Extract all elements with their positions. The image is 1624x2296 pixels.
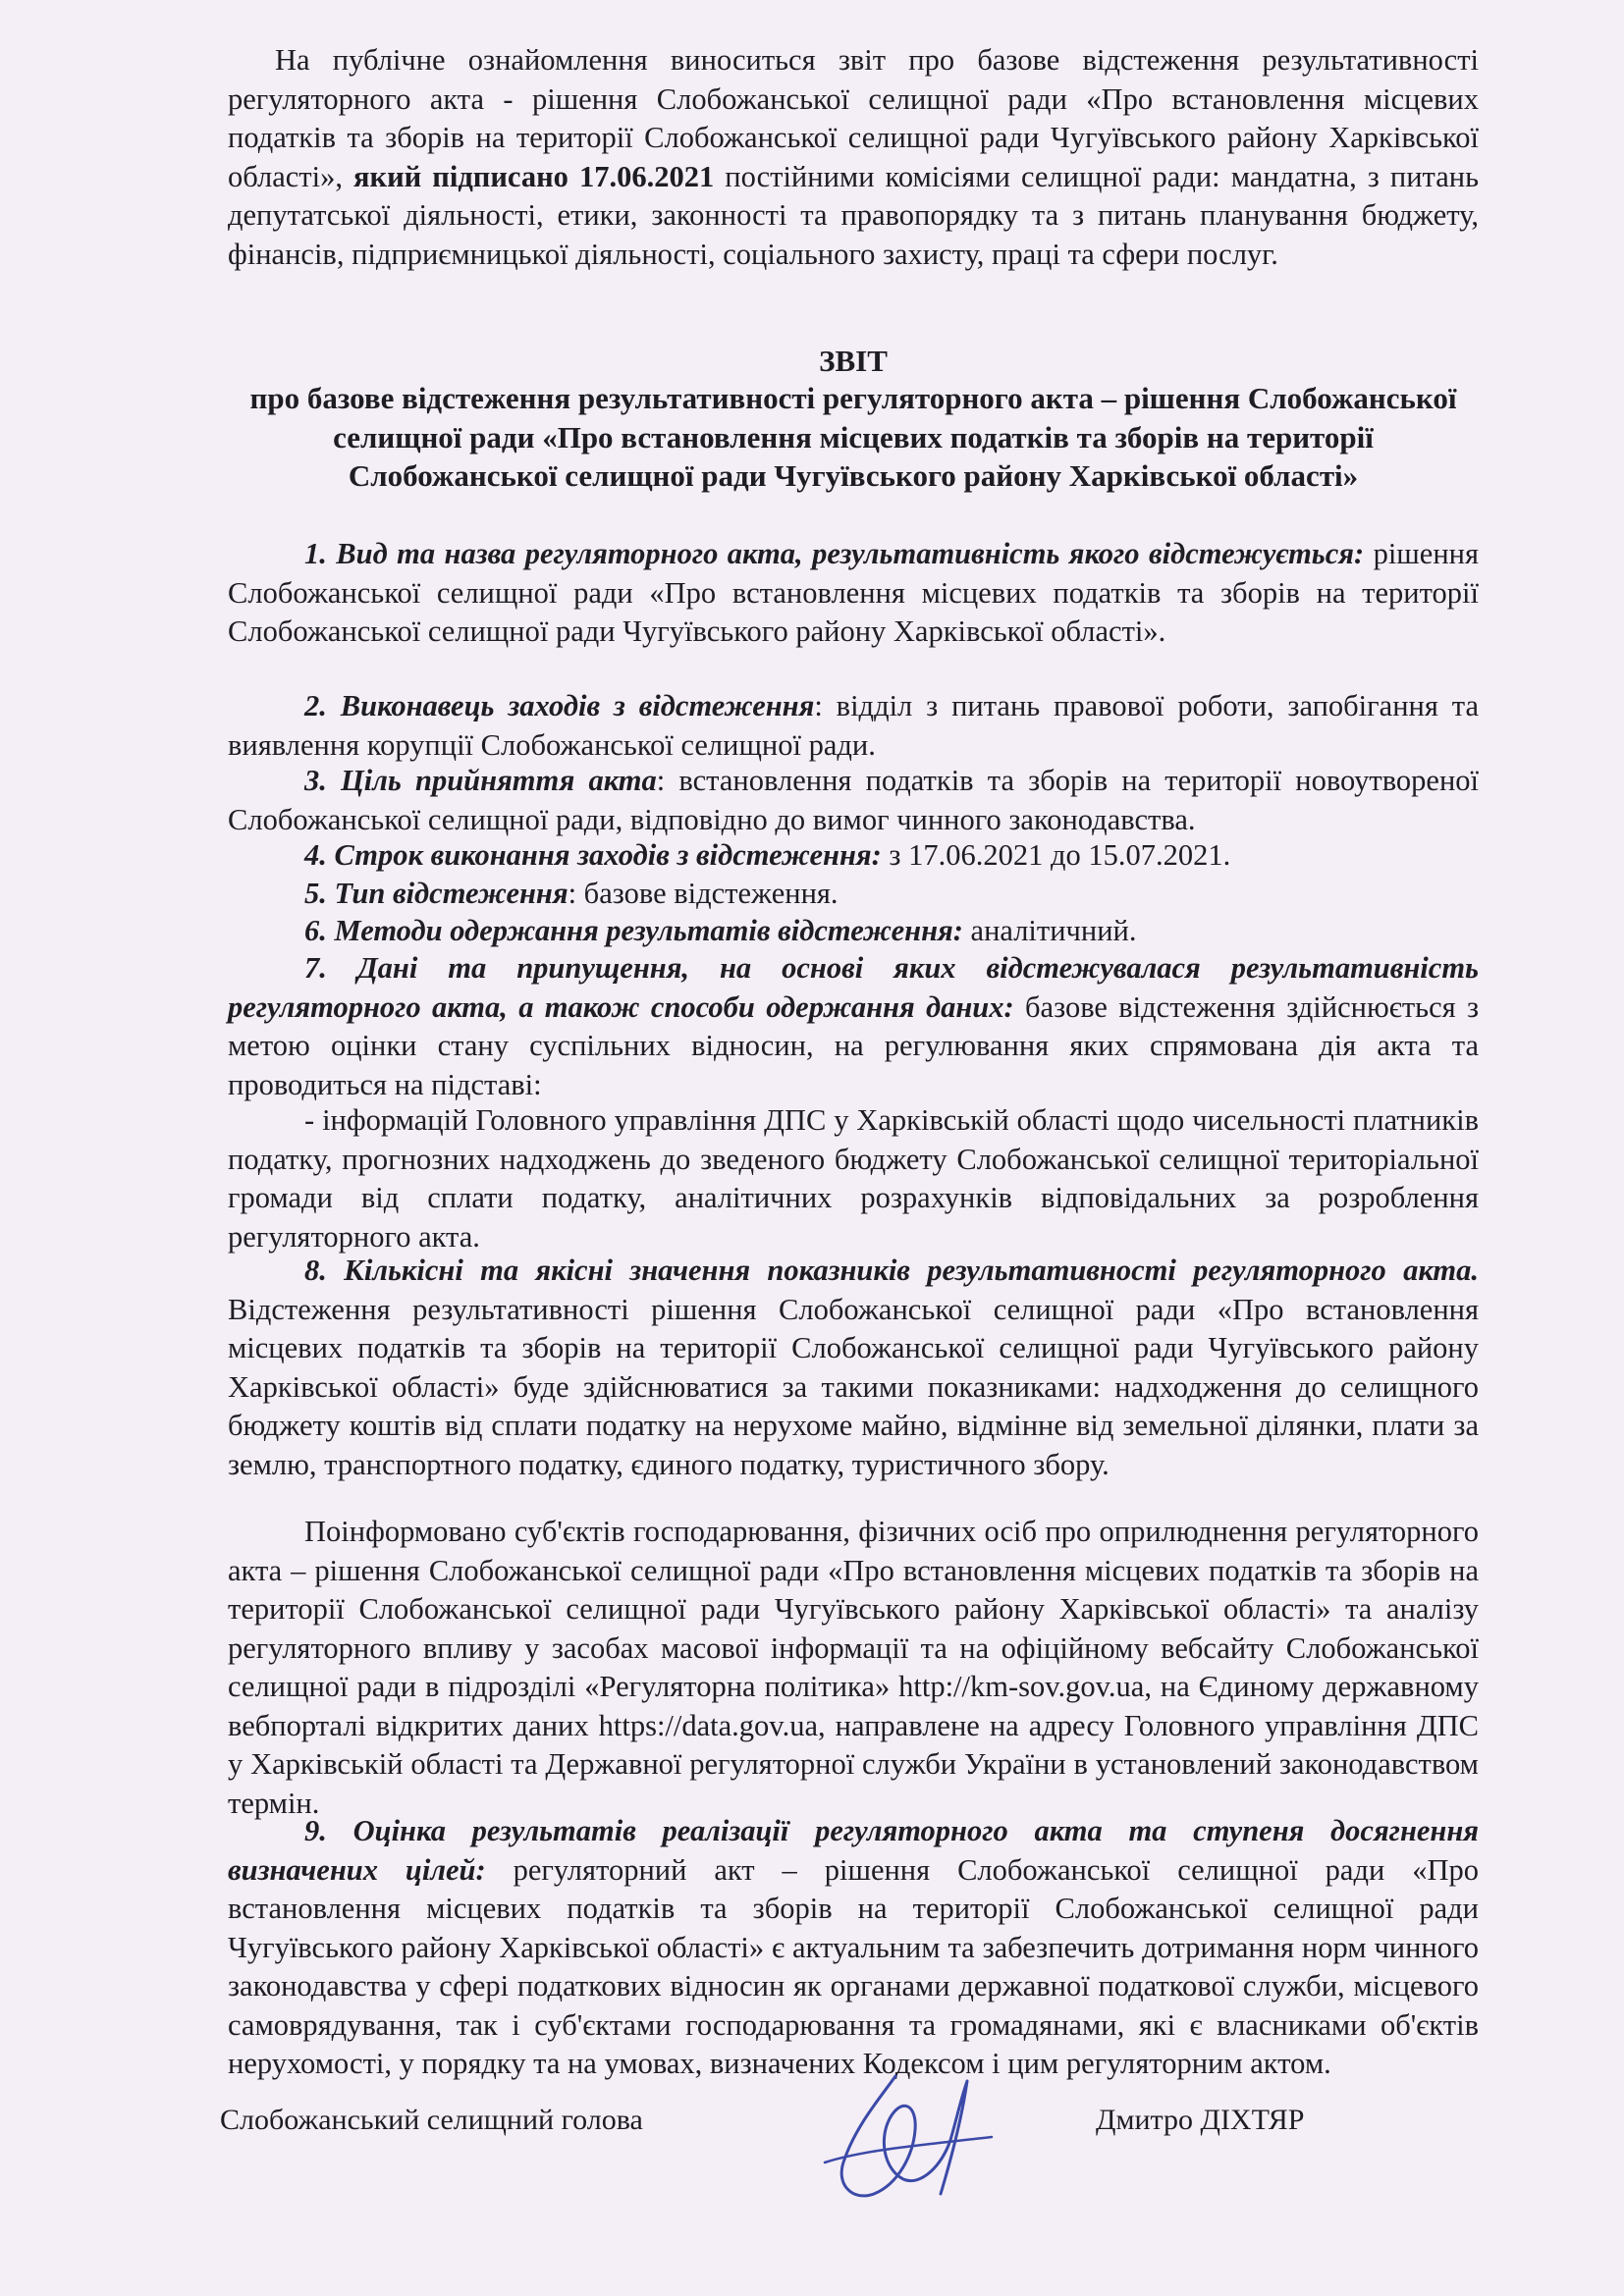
signatory-position: Слобожанський селищний голова [220,2104,643,2136]
item-1-label: 1. Вид та назва регуляторного акта, результативність якого відстежується: [304,537,1365,570]
item-3-text: : встановлення податків та зборів на території новоутвореної Слобожанської селищної ради, відповідно до вимог чинного законодавства. [228,764,1479,836]
item-5 [228,875,1479,914]
item-4-label: 4. Строк виконання заходів з відстеження: [304,838,882,872]
item-6-label: 6. Методи одержання результатів відстеження: [304,914,963,947]
item-8 [228,1252,1479,1484]
item-8-text: Відстеження результативності рішення Слобожанської селищної ради «Про встановлення місцевих податків та зборів на території Слобожанської селищної ради Чугуївського району Харківської області» буде здійснюватися за такими показниками: надходження до селищного бюджету коштів від сплати податку на нерухоме майно, відмінне від земельної ділянки, плати за землю, транспортного податку, єдиного податку, туристичного збору. [228,1292,1479,1481]
item-1 [228,535,1479,652]
signature-stroke [841,2076,967,2196]
report-subtitle: про базове відстеження результативності регуляторного акта – рішення Слобожанської селищної ради «Про встановлення місцевих податків та зборів на території Слобожанської селищної ради Чугуївського району Харківської області» [249,381,1457,493]
intro-paragraph [228,41,1479,274]
item-7-text: базове відстеження здійснюється з метою оцінки стану суспільних відносин, на регулювання яких спрямована дія акта та проводиться на підставі: [228,989,1480,1101]
item-5-label: 5. Тип відстеження [304,877,568,910]
item-4-text: з 17.06.2021 до 15.07.2021. [881,838,1231,872]
item-7-label: 7. Дані та припущення, на основі яких відстежувалася результативність регуляторного акта, а також способи одержання даних: [228,951,1479,1024]
intro-text-2: постійними комісіями селищної ради: мандатна, з питань депутатської діяльності, етики, законності та правопорядку та з питань планування бюджету, фінансів, підприємницької діяльності, соціального захисту, праці та сфери послуг. [228,159,1479,271]
item-5-text: : базове відстеження. [568,877,839,910]
item-6 [228,912,1479,951]
report-title: ЗВІТ [819,344,888,378]
intro-text-1: На публічне ознайомлення виноситься звіт про базове відстеження результативності регуляторного акта - рішення Слобожанської селищної ради «Про встановлення місцевих податків та зборів на території Слобожанської селищної ради Чугуївського району Харківської області», [228,43,1479,193]
item-2-label: 2. Виконавець заходів з відстеження [304,689,815,722]
item-1-text: рішення Слобожанської селищної ради «Про встановлення місцевих податків та зборів на території Слобожанської селищної ради Чугуївського району Харківської області». [228,537,1479,648]
signature-mark [805,2047,1011,2214]
intro-signed-date: який підписано 17.06.2021 [353,159,715,193]
item-9-label: 9. Оцінка результатів реалізації регуляторного акта та ступеня досягнення визначених цілей: [228,1814,1479,1887]
item-8-label: 8. Кількісні та якісні значення показників результативності регуляторного акта. [304,1254,1479,1287]
item-2-text: : відділ з питань правової роботи, запобігання та виявлення корупції Слобожанської селищної ради. [228,689,1479,762]
item-4 [228,836,1479,876]
item-9-text: регуляторний акт – рішення Слобожанської селищної ради «Про встановлення місцевих податків та зборів на території Слобожанської селищної ради Чугуївського району Харківської області» є актуальним та забезпечить дотримання норм чинного законодавства у сфері податкових відносин як органами державної податкової служби, місцевого самоврядування, так і суб'єктами господарювання та громадянами, які є власниками об'єктів нерухомості, у порядку та на умовах, визначених Кодексом і цим регуляторним актом. [228,1852,1479,2080]
item-6-text: аналітичний. [962,914,1137,947]
item-7-source: - інформацій Головного управління ДПС у Харківській області щодо чисельності платників податку, прогнозних надходжень до зведеного бюджету Слобожанської селищної територіальної громади від сплати податку, аналітичних розрахунків відповідальних за розроблення регуляторного акта. [228,1103,1479,1254]
item-2 [228,687,1479,765]
item-9 [228,1812,1479,2084]
item-3-label: 3. Ціль прийняття акта [304,764,657,797]
item-8-publication: Поінформовано суб'єктів господарювання, фізичних осіб про оприлюднення регуляторного акта – рішення Слобожанської селищної ради «Про встановлення місцевих податків та зборів на території Слобожанської селищної ради Чугуївського району Харківської області» та аналізу регуляторного впливу у засобах масової інформації та на офіційному вебсайту Слобожанської селищної ради в підрозділі «Регуляторна політика» http://km-sov.gov.ua, на Єдиному державному вебпорталі відкритих даних https://data.gov.ua, направлене на адресу Головного управління ДПС у Харківській області та Державної регуляторної служби України в установлений законодавством термін. [228,1515,1479,1820]
item-3 [228,762,1479,839]
signatory-name: Дмитро ДІХТЯР [1096,2104,1305,2136]
item-7 [228,949,1479,1104]
